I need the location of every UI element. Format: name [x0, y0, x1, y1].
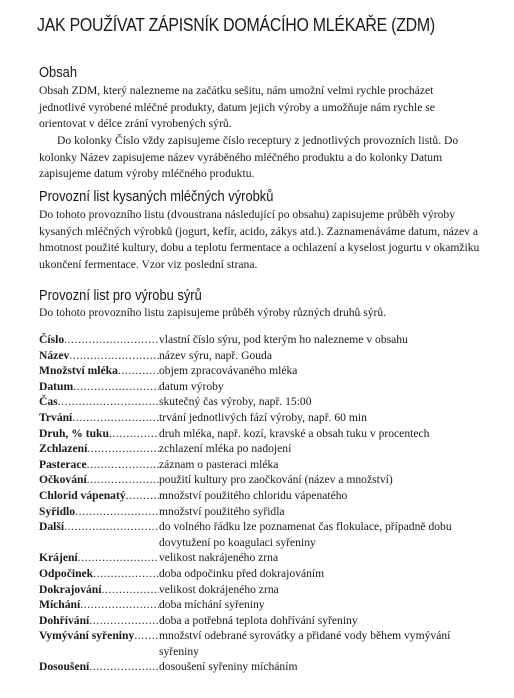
definition-row [39, 379, 479, 395]
obsah-paragraph-1: Obsah ZDM, který nalezneme na začátku sešitu, nám umožní velmi rychle procházet jednotlivé vyrobené mléčné produkty, datum jejich výroby a umožňuje nám rychle se orientovat v délce zrání vyrobených sýrů. [39, 84, 435, 131]
definition-description: název sýru, např. Gouda [159, 348, 272, 362]
kysane-paragraph: Do tohoto provozního listu (dvoustrana následující po obsahu) zapisujeme průběh výroby kysaných mléčných výrobků (jogurt, kefír, acido, zákys atd.). Zaznamenáváme datum, název a hmotnost použité kultury, dobu a teplotu fermentace a ochlazení a kyselost jogurtu v okamžiku ukončení fermentace. Vzor viz poslední strana. [39, 208, 480, 271]
section-heading-kysane: Provozní list kysaných mléčných výrobků [39, 188, 274, 205]
leader-dots [58, 394, 159, 410]
definition-term: Další [39, 520, 65, 534]
definition-row [39, 363, 479, 379]
definition-description: doba odpočinku před dokrajováním [159, 566, 325, 580]
definition-description: doba míchání syřeniny [159, 598, 265, 612]
definition-term: Množství mléka [39, 364, 118, 378]
definition-term: Chlorid vápenatý [39, 488, 126, 502]
leader-dots [73, 379, 159, 395]
definition-description: do volného řádku lze poznamenat čas flokulace, případně dobu dovytužení po koagulaci syřeniny [159, 520, 452, 549]
definition-description: použití kultury pro zaočkování (název a množství) [159, 473, 393, 487]
definition-term: Pasterace [39, 457, 87, 471]
definition-row [39, 348, 479, 364]
leader-dots [69, 348, 159, 364]
definition-row [39, 332, 479, 348]
definition-description: datum výroby [159, 379, 224, 393]
leader-dots [80, 597, 159, 613]
definition-row [39, 394, 479, 410]
definition-row [39, 410, 479, 426]
leader-dots [72, 410, 159, 426]
definition-row [39, 628, 479, 659]
definition-term: Číslo [39, 333, 65, 346]
definition-description: druh mléka, např. kozí, kravské a obsah tuku v procentech [159, 426, 430, 440]
leader-dots [89, 613, 159, 629]
leader-dots [87, 472, 159, 488]
definition-term: Dosoušení [39, 660, 90, 674]
definition-row [39, 488, 479, 504]
definition-row [39, 472, 479, 488]
definition-description: množství odebrané syrovátky a přidané vody během vymývání syřeniny [159, 629, 451, 658]
definition-term: Zchlazení [39, 442, 88, 456]
definition-row [39, 426, 479, 442]
leader-dots [101, 582, 159, 598]
section-heading-obsah: Obsah [39, 64, 78, 81]
definition-term: Datum [39, 379, 74, 393]
leader-dots [64, 332, 159, 348]
definition-description: dosoušení syřeniny mícháním [159, 660, 298, 674]
leader-dots [109, 426, 159, 442]
leader-dots [87, 441, 159, 457]
definition-row [39, 582, 479, 598]
obsah-paragraph-2: Do kolonky Číslo vždy zapisujeme číslo receptury z jednotlivých provozních listů. Do kolonky Název zapisujeme název vyráběného mléčného produktu a do kolonky Datum zapisujeme datum výroby mléčného produktu. [39, 134, 459, 181]
definition-row [39, 566, 479, 582]
definition-term: Dohřívání [39, 613, 90, 627]
definition-row [39, 550, 479, 566]
definition-term: Vymývání syřeniny [39, 629, 135, 643]
page-title: JAK POUŽÍVAT ZÁPISNÍK DOMÁCÍHO MLÉKAŘE (ZDM) [37, 14, 435, 35]
definition-row [39, 613, 479, 629]
definition-description: množství použitého syřidla [159, 504, 285, 518]
definition-term: Očkování [39, 473, 87, 487]
definition-term: Dokrajování [39, 582, 102, 596]
leader-dots [126, 488, 159, 504]
definition-row [39, 659, 479, 675]
definition-description: vlastní číslo sýru, pod kterým ho nalezneme v obsahu [159, 333, 408, 346]
syry-intro-paragraph: Do tohoto provozního listu zapisujeme průběh výroby různých druhů sýrů. [39, 306, 387, 319]
definition-description: doba a potřebná teplota dohřívání syřeniny [159, 613, 358, 627]
definition-description: objem zpracovávaného mléka [159, 364, 298, 378]
definition-description: záznam o pasteraci mléka [159, 457, 279, 471]
definition-term: Druh, % tuku [39, 426, 109, 440]
definition-description: velikost nakrájeného zrna [159, 551, 279, 565]
leader-dots [118, 363, 159, 379]
definition-term: Čas [39, 395, 58, 409]
definition-row [39, 597, 479, 613]
leader-dots [75, 504, 159, 520]
field-definition-list [39, 332, 479, 675]
definition-description: velikost dokrájeného zrna [159, 582, 279, 596]
section-heading-syry: Provozní list pro výrobu sýrů [39, 287, 202, 304]
leader-dots [134, 628, 159, 659]
definition-row [39, 441, 479, 457]
definition-description: množství použitého chloridu vápenatého [159, 488, 348, 502]
leader-dots [64, 519, 159, 550]
definition-term: Syřidlo [39, 504, 76, 518]
definition-term: Odpočinek [39, 566, 94, 580]
definition-term: Název [39, 348, 70, 362]
definition-description: skutečný čas výroby, např. 15:00 [159, 395, 312, 409]
leader-dots [78, 550, 159, 566]
leader-dots [93, 566, 159, 582]
definition-row [39, 504, 479, 520]
definition-term: Míchání [39, 598, 81, 612]
leader-dots [87, 457, 159, 473]
definition-description: zchlazení mléka po nadojení [159, 442, 292, 456]
definition-term: Trvání [39, 410, 73, 424]
definition-term: Krájení [39, 551, 78, 565]
definition-description: trvání jednotlivých fází výroby, např. 60 min [159, 410, 367, 424]
definition-row [39, 457, 479, 473]
definition-row [39, 519, 479, 550]
leader-dots [89, 659, 159, 675]
